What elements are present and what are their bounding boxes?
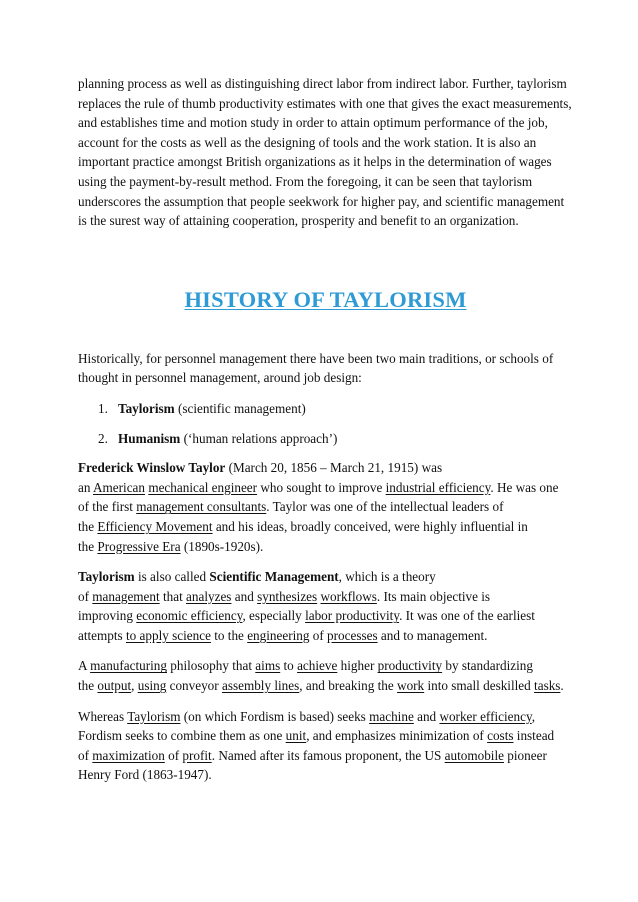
text-line [78,478,573,498]
text-line [78,676,573,696]
text-line [78,517,573,537]
link-machine[interactable]: machine [369,708,414,724]
text-span: the [78,678,98,694]
text-span: of [78,588,93,604]
link-economic-efficiency[interactable]: economic efficiency [136,608,243,624]
text-span: philosophy that [167,658,256,674]
link-workflows[interactable]: workflows [320,588,377,604]
link-achieve[interactable]: achieve [297,658,338,674]
link-assembly-lines[interactable]: assembly lines [221,678,300,694]
link-using[interactable]: using [137,678,167,694]
text-span: . It was one of the earliest [399,608,535,624]
text-line [78,537,573,557]
text-span: , [531,708,535,724]
text-span: (March 20, 1856 – March 21, 1915) was [225,460,443,476]
list-number: 2. [98,430,108,446]
text-span: , especially [242,608,306,624]
text-line [78,746,573,766]
section-heading: HISTORY OF TAYLORISM [184,286,467,312]
link-management[interactable]: management [92,588,160,604]
text-span: that [159,588,187,604]
link-labor-productivity[interactable]: labor productivity [305,608,400,624]
document-page [78,74,573,785]
link-management-consultants[interactable]: management consultants [136,499,267,515]
text-span: to [280,658,298,674]
list-number: 1. [98,400,108,416]
text-span: instead [513,728,555,744]
text-line: important practice amongst British organizations as it helps in the determination of wages [78,154,552,170]
link-worker-efficiency[interactable]: worker efficiency [439,708,532,724]
text-span: attempts [78,627,126,643]
text-span: of [309,627,328,643]
history-section [78,349,573,785]
text-span: (1890s-1920s). [180,538,264,554]
text-span: pioneer [504,747,547,763]
list-term: Taylorism [118,400,175,416]
text-span: of the first [78,499,137,515]
link-aims[interactable]: aims [255,658,281,674]
text-line [78,626,573,646]
text-line: and establishes time and motion study in order to attain optimum performance of the job, [78,115,548,131]
link-processes[interactable]: processes [327,627,378,643]
text-line [78,567,573,587]
bold-term: Scientific Management [209,569,339,585]
text-line: thought in personnel management, around job design: [78,370,362,386]
text-line [78,656,573,676]
list-description: (‘human relations approach’) [180,430,338,446]
text-span: and [231,588,258,604]
text-line: using the payment-by-result method. From the foregoing, it can be seen that taylorism [78,173,533,189]
text-span: , [131,678,138,694]
link-progressive-era[interactable]: Progressive Era [97,538,181,554]
text-span: and his ideas, broadly conceived, were highly influential in [212,518,528,534]
text-span: and [413,708,440,724]
text-span: . He was one [490,479,559,495]
text-span: . Taylor was one of the intellectual leaders of [266,499,504,515]
list-term: Humanism [118,430,181,446]
text-line [78,587,573,607]
text-span: of [78,747,93,763]
link-analyzes[interactable]: analyzes [186,588,232,604]
historically-paragraph [78,349,573,388]
link-apply-science[interactable]: to apply science [125,627,211,643]
text-span: Whereas [78,708,128,724]
text-span: the [78,538,98,554]
link-profit[interactable]: profit [182,747,212,763]
list-description: (scientific management) [174,400,306,416]
link-tasks[interactable]: tasks [534,678,561,694]
text-line: underscores the assumption that people seekwork for higher pay, and scientific management [78,193,565,209]
list-item [98,399,573,419]
link-manufacturing[interactable]: manufacturing [90,658,167,674]
fordism-paragraph [78,656,573,695]
text-line [78,497,573,517]
text-span: . [560,678,564,694]
text-line: replaces the rule of thumb productivity estimates with one that gives the exact measurements, [78,95,572,111]
text-line [78,707,573,727]
bold-term: Taylorism [78,569,135,585]
text-span: Fordism seeks to combine them as one [78,728,286,744]
text-line [78,458,573,478]
text-line [78,726,573,746]
text-span: improving [78,608,137,624]
whereas-paragraph [78,707,573,785]
link-costs[interactable]: costs [487,728,514,744]
text-span: , and breaking the [299,678,398,694]
link-synthesizes[interactable]: synthesizes [257,588,318,604]
text-span: the [78,518,98,534]
text-line: Historically, for personnel management there have been two main traditions, or schools of [78,350,554,366]
text-span: and to management. [377,627,488,643]
text-span: . Its main objective is [376,588,491,604]
link-productivity[interactable]: productivity [377,658,443,674]
list-item [98,429,573,449]
text-line [78,606,573,626]
link-efficiency-movement[interactable]: Efficiency Movement [97,518,213,534]
text-span: , and emphasizes minimization of [306,728,488,744]
text-line: is the surest way of attaining cooperation, prosperity and benefit to an organization. [78,213,519,229]
traditions-list [78,399,573,448]
text-span: an [78,479,94,495]
link-work[interactable]: work [397,678,425,694]
link-automobile[interactable]: automobile [444,747,504,763]
link-engineering[interactable]: engineering [247,627,310,643]
text-span: A [78,658,91,674]
link-output[interactable]: output [97,678,132,694]
text-span: who sought to improve [257,479,386,495]
link-american[interactable]: American [93,479,146,495]
text-span: is also called [134,569,210,585]
frederick-paragraph [78,458,573,556]
text-line: account for the costs as well as the designing of tools and the work station. It is also an [78,134,537,150]
text-line: Henry Ford (1863-1947). [78,767,212,783]
text-span: . Named after its famous proponent, the US [211,747,445,763]
text-span: of [164,747,183,763]
text-span: conveyor [166,678,222,694]
link-mechanical-engineer[interactable]: mechanical engineer [148,479,258,495]
text-span: by standardizing [442,658,533,674]
link-unit[interactable]: unit [285,728,307,744]
text-span: (on which Fordism is based) seeks [180,708,370,724]
intro-paragraph [78,74,573,231]
text-span: to the [210,627,248,643]
link-maximization[interactable]: maximization [92,747,165,763]
text-span: into small deskilled [424,678,535,694]
text-span: higher [337,658,378,674]
link-industrial-efficiency[interactable]: industrial efficiency [385,479,491,495]
person-name: Frederick Winslow Taylor [78,460,226,476]
link-taylorism[interactable]: Taylorism [127,708,181,724]
text-span: , which is a theory [338,569,436,585]
text-line: planning process as well as distinguishing direct labor from indirect labor. Further, taylorism [78,76,567,91]
taylorism-definition-paragraph [78,567,573,645]
